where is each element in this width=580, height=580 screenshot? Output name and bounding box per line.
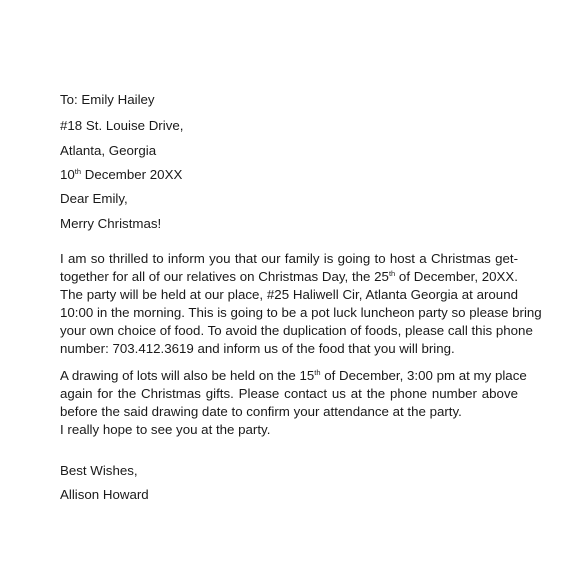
date-day: 10: [60, 167, 75, 182]
closing: Best Wishes,: [60, 463, 138, 478]
paragraph-1-row: The party will be held at our place, #25 Haliwell Cir, Atlanta Georgia at around: [60, 287, 518, 302]
paragraph-1-row: I am so thrilled to inform you that our family is going to host a Christmas get-: [60, 251, 518, 266]
letter-date: [60, 166, 182, 183]
paragraph-2-row: before the said drawing date to confirm your attendance at the party.: [60, 404, 462, 419]
paragraph-1-row: your own choice of food. To avoid the duplication of foods, please call this phone: [60, 323, 533, 338]
body-paragraph-1: [60, 250, 542, 358]
paragraph-2-text: of December, 3:00 pm at my place: [320, 368, 527, 383]
date-suffix: th: [74, 167, 82, 176]
paragraph-2-row: again for the Christmas gifts. Please contact us at the phone number above: [60, 386, 518, 401]
ordinal-suffix: th: [314, 368, 321, 377]
ordinal-suffix: th: [388, 269, 396, 278]
paragraph-1-text: of December, 20XX.: [395, 269, 518, 284]
paragraph-2-row: I really hope to see you at the party.: [60, 422, 271, 437]
body-paragraph-2: [60, 367, 527, 439]
salutation: Dear Emily,: [60, 191, 128, 206]
paragraph-1-row: 10:00 in the morning. This is going to be a pot luck luncheon party so please bring: [60, 305, 542, 320]
paragraph-1-row: number: 703.412.3619 and inform us of the food that you will bring.: [60, 341, 455, 356]
paragraph-1-row: [60, 268, 518, 286]
recipient-line: To: Emily Hailey: [60, 92, 155, 107]
paragraph-2-text: A drawing of lots will also be held on the 15: [60, 368, 315, 383]
date-rest: December 20XX: [81, 167, 183, 182]
address-line-1: #18 St. Louise Drive,: [60, 118, 184, 133]
paragraph-1-text: together for all of our relatives on Christmas Day, the 25: [60, 269, 389, 284]
greeting: Merry Christmas!: [60, 216, 162, 231]
paragraph-2-row: [60, 367, 527, 385]
signature: Allison Howard: [60, 487, 149, 502]
address-line-2: Atlanta, Georgia: [60, 143, 157, 158]
